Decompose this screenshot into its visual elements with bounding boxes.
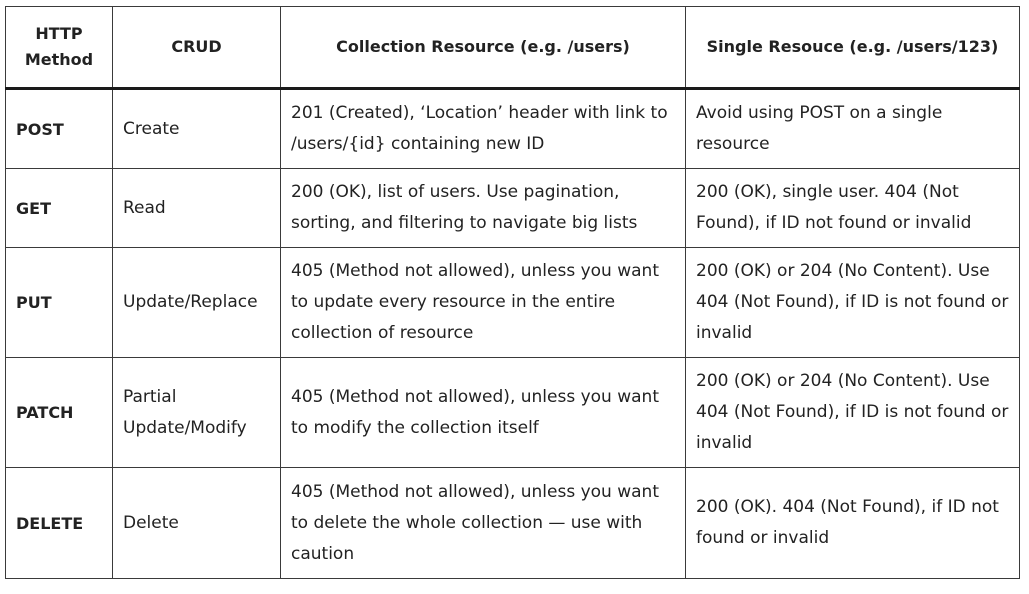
header-collection-resource: Collection Resource (e.g. /users) <box>281 7 686 89</box>
crud-cell: Partial Update/Modify <box>113 358 281 468</box>
single-cell: 200 (OK), single user. 404 (Not Found), if ID not found or invalid <box>686 169 1020 248</box>
collection-cell: 405 (Method not allowed), unless you want to delete the whole collection — use with caution <box>281 468 686 579</box>
method-cell: PATCH <box>6 358 113 468</box>
crud-cell: Read <box>113 169 281 248</box>
crud-cell: Create <box>113 89 281 169</box>
single-cell: Avoid using POST on a single resource <box>686 89 1020 169</box>
header-row <box>6 7 1020 89</box>
collection-cell: 405 (Method not allowed), unless you want to modify the collection itself <box>281 358 686 468</box>
header-http-method: HTTP Method <box>6 7 113 89</box>
single-cell: 200 (OK) or 204 (No Content). Use 404 (Not Found), if ID is not found or invalid <box>686 358 1020 468</box>
table-row <box>6 468 1020 579</box>
table-header <box>6 7 1020 89</box>
method-cell: POST <box>6 89 113 169</box>
crud-cell: Update/Replace <box>113 248 281 358</box>
table-row <box>6 248 1020 358</box>
single-cell: 200 (OK) or 204 (No Content). Use 404 (Not Found), if ID is not found or invalid <box>686 248 1020 358</box>
collection-cell: 405 (Method not allowed), unless you want to update every resource in the entire collection of resource <box>281 248 686 358</box>
collection-cell: 200 (OK), list of users. Use pagination, sorting, and filtering to navigate big lists <box>281 169 686 248</box>
table-body <box>6 89 1020 579</box>
single-cell: 200 (OK). 404 (Not Found), if ID not found or invalid <box>686 468 1020 579</box>
header-crud: CRUD <box>113 7 281 89</box>
method-cell: PUT <box>6 248 113 358</box>
table-row <box>6 169 1020 248</box>
header-single-resource: Single Resouce (e.g. /users/123) <box>686 7 1020 89</box>
table-row <box>6 358 1020 468</box>
method-cell: GET <box>6 169 113 248</box>
http-methods-table <box>5 6 1020 579</box>
collection-cell: 201 (Created), ‘Location’ header with link to /users/{id} containing new ID <box>281 89 686 169</box>
method-cell: DELETE <box>6 468 113 579</box>
table-row <box>6 89 1020 169</box>
table-container <box>5 6 1020 579</box>
crud-cell: Delete <box>113 468 281 579</box>
